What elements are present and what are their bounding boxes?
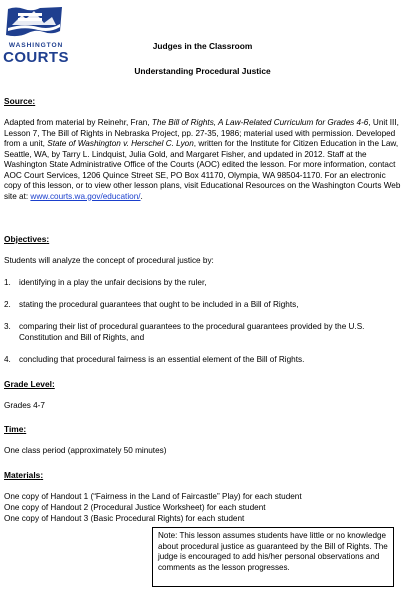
- source-heading: Source:: [4, 96, 36, 106]
- source-text-1: Adapted from material by Reinehr, Fran,: [4, 118, 152, 127]
- objective-number: 1.: [4, 278, 11, 287]
- grade-level-heading: Grade Level:: [4, 379, 55, 389]
- objective-number: 2.: [4, 300, 11, 309]
- objective-item: identifying in a play the unfair decisions by the ruler,: [19, 278, 207, 287]
- logo-washington-text: WASHINGTON: [8, 42, 64, 49]
- source-italic-title: The Bill of Rights, A Law-Related Curriculum for Grades 4-6: [151, 118, 369, 127]
- note-box: [152, 527, 394, 587]
- materials-item: One copy of Handout 2 (Procedural Justice Worksheet) for each student: [4, 503, 266, 512]
- source-text-3: , written for the Institute for Citizen Education in the Law, Seattle, WA, by Tarry L. Lindquist, Julia Gold, and Margaret Fisher, and updated in 2012. Staff at the Washington State Administrative Office of the Courts (AOC) edited the lesson. For more information, contact AOC Court Services, 1206 Quince Street SE, PO Box 41170, Olympia, WA 98504-1170. For an electronic copy of this lesson, or to view other lesson plans, visit Educational Resources on the Washington Courts Web site at:: [4, 139, 401, 201]
- objectives-heading: Objectives:: [4, 234, 50, 244]
- document-title: Judges in the Classroom: [152, 41, 253, 51]
- source-paragraph: [4, 118, 404, 202]
- time-heading: Time:: [4, 424, 27, 434]
- objective-item: concluding that procedural fairness is an essential element of the Bill of Rights.: [19, 355, 305, 364]
- document-subtitle: Understanding Procedural Justice: [134, 66, 271, 76]
- materials-heading-label: Materials: [4, 470, 41, 480]
- objective-item: stating the procedural guarantees that ought to be included in a Bill of Rights,: [19, 300, 299, 309]
- logo-courts-text: COURTS: [3, 49, 69, 66]
- source-text-2: , Unit III, Lesson 7, The Bill of Rights in Nebraska Project, pp. 27-35, 1986; material used with permission. Developed from a unit,: [4, 118, 399, 148]
- time-value: One class period (approximately 50 minutes): [4, 446, 167, 455]
- materials-item: One copy of Handout 1 (“Fairness in the Land of Faircastle” Play) for each student: [4, 492, 302, 501]
- source-heading-label: Source: [4, 96, 33, 106]
- source-text-4: .: [140, 191, 143, 201]
- objective-item: comparing their list of procedural guarantees to the procedural guarantees provided by the U.S. Constitution and Bill of Rights, and: [19, 322, 365, 342]
- note-text: Note: This lesson assumes students have little or no knowledge about procedural justice as guaranteed by the Bill of Rights. The judge is encouraged to add his/her personal observations and comments as the lesson progresses.: [158, 531, 388, 572]
- objectives-intro: Students will analyze the concept of procedural justice by:: [4, 256, 214, 265]
- objective-number: 4.: [4, 355, 11, 364]
- materials-heading: Materials:: [4, 470, 44, 480]
- time-heading-label: Time: [4, 424, 24, 434]
- grade-level-heading-label: Grade Level: [4, 379, 52, 389]
- objective-number: 3.: [4, 322, 11, 331]
- source-italic-case: State of Washington v. Herschel C. Lyon: [47, 139, 194, 148]
- objectives-heading-label: Objectives: [4, 234, 47, 244]
- washington-courts-logo-flag-icon: [4, 5, 64, 41]
- education-link[interactable]: www.courts.wa.gov/education/: [30, 191, 141, 201]
- materials-item: One copy of Handout 3 (Basic Procedural Rights) for each student: [4, 514, 245, 523]
- grade-level-value: Grades 4-7: [4, 401, 45, 410]
